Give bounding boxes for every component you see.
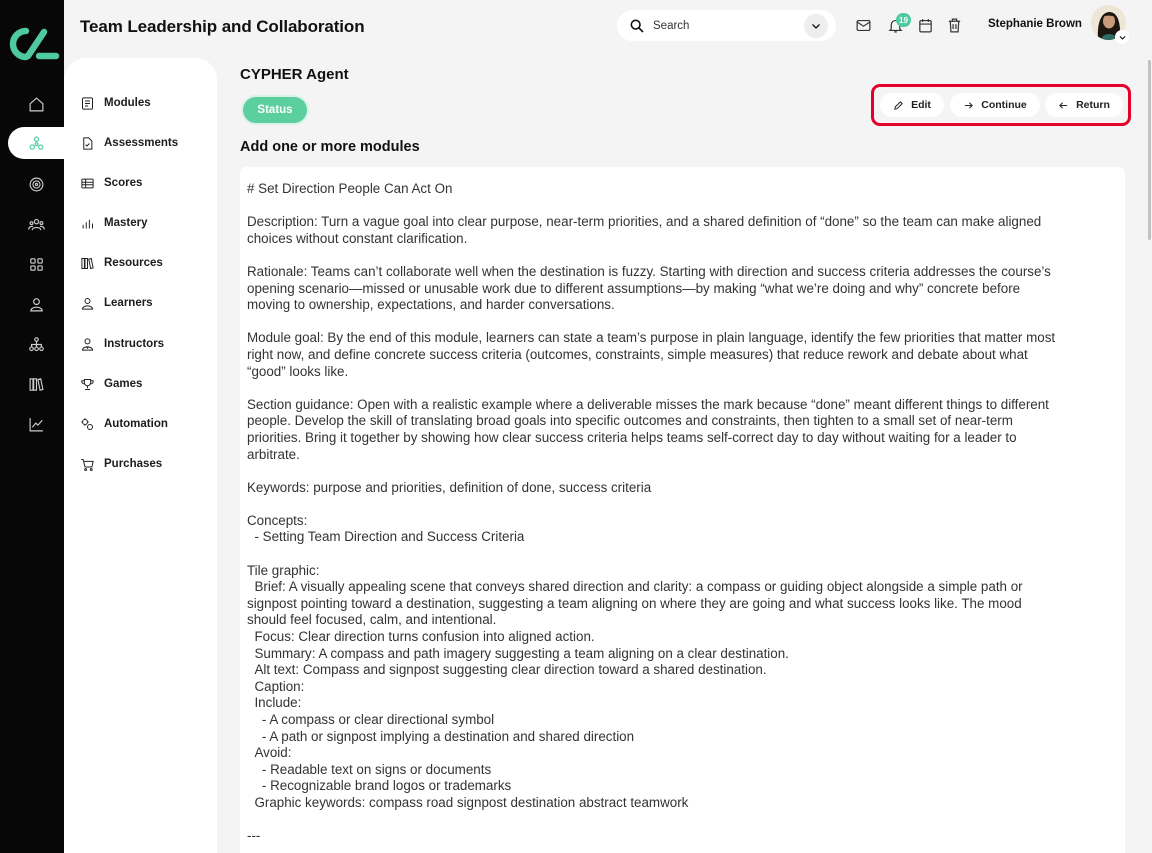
doc-line: choices without constant clarification. [247, 230, 468, 246]
rail-network-icon[interactable] [8, 127, 64, 159]
rail-target-icon[interactable] [8, 168, 64, 200]
doc-line [247, 247, 1117, 264]
doc-line [247, 380, 1117, 397]
automation-icon [80, 417, 95, 432]
instructors-icon [80, 337, 95, 352]
rail-chart-line-icon[interactable] [8, 408, 64, 440]
doc-line [247, 496, 1117, 513]
rail-home-icon[interactable] [8, 88, 64, 120]
user-name[interactable]: Stephanie Brown [988, 18, 1082, 30]
sidebar-item-resources[interactable] [80, 251, 163, 275]
doc-line [247, 198, 1117, 215]
status-button[interactable]: Status [243, 97, 307, 123]
sidebar-item-automation[interactable] [80, 412, 168, 436]
doc-line: Graphic keywords: compass road signpost destination abstract teamwork [247, 794, 689, 810]
section-title: Add one or more modules [240, 139, 420, 155]
arrow-left-icon [1058, 100, 1069, 111]
resources-icon [80, 256, 95, 271]
doc-line [247, 314, 1117, 331]
doc-line: moving to ownership, expectations, and harder conversations. [247, 297, 615, 313]
sidebar-item-games[interactable] [80, 372, 142, 396]
edit-button[interactable] [880, 93, 944, 117]
calendar-icon[interactable] [917, 17, 934, 34]
rail-user-icon[interactable] [8, 288, 64, 320]
page-title: Team Leadership and Collaboration [80, 17, 365, 36]
doc-line: --- [247, 828, 261, 844]
icon-rail [0, 0, 64, 853]
doc-line: Avoid: [247, 745, 292, 761]
rail-users-icon[interactable] [8, 208, 64, 240]
continue-label: Continue [981, 99, 1027, 111]
sidebar-item-label: Automation [104, 418, 168, 430]
doc-line: # Set Direction People Can Act On [247, 181, 453, 196]
sidebar-item-purchases[interactable] [80, 452, 162, 476]
app-logo-icon[interactable] [6, 22, 60, 66]
sidebar-item-mastery[interactable] [80, 211, 147, 235]
doc-line: Rationale: Teams can’t collaborate well when the destination is fuzzy. Starting with direction and success criteria addresses the course’s [247, 263, 1051, 279]
doc-line [247, 546, 1117, 563]
doc-line: arbitrate. [247, 446, 300, 462]
rail-org-chart-icon[interactable] [8, 328, 64, 360]
doc-line: signpost pointing toward a destination, suggesting a team aligning on where they are going and what success looks like. The mood [247, 595, 1022, 611]
sidebar-item-label: Scores [104, 177, 143, 189]
doc-line: Section guidance: Open with a realistic example where a deliverable misses the mark because “done” meant different things to different [247, 396, 1049, 412]
return-label: Return [1076, 99, 1110, 111]
doc-line: Module goal: By the end of this module, learners can state a team’s purpose in plain language, identify the few priorities that matter most [247, 330, 1056, 346]
agent-title: CYPHER Agent [240, 66, 349, 83]
doc-line: Focus: Clear direction turns confusion into aligned action. [247, 629, 595, 645]
sidebar-item-instructors[interactable] [80, 332, 164, 356]
doc-line: Tile graphic: [247, 562, 320, 578]
sidebar-item-label: Mastery [104, 217, 148, 229]
doc-line: priorities. Bring it together by showing how clear success criteria helps teams self-correct day to day without waiting for a leader to [247, 429, 1017, 445]
chevron-down-icon [1118, 33, 1127, 42]
search-bar[interactable] [617, 10, 836, 41]
sidebar-item-label: Modules [104, 97, 151, 109]
rail-grid-icon[interactable] [8, 248, 64, 280]
doc-line: - Recognizable brand logos or trademarks [247, 778, 512, 794]
doc-line: should feel focused, calm, and intentional. [247, 612, 497, 628]
sidebar [64, 58, 217, 853]
modules-icon [80, 96, 95, 111]
edit-label: Edit [911, 99, 931, 111]
games-icon [80, 377, 95, 392]
doc-line [247, 812, 1117, 829]
rail-library-icon[interactable] [8, 368, 64, 400]
module-document-textarea[interactable] [240, 167, 1125, 853]
sidebar-item-label: Learners [104, 297, 153, 309]
arrow-right-icon [963, 100, 974, 111]
doc-line: opening scenario—missed or unusable work due to different assumptions—by making “what we’re doing and why” concrete before [247, 280, 1021, 296]
doc-line: Summary: A compass and path imagery suggesting a team aligning on a clear destination. [247, 645, 789, 661]
sidebar-item-label: Assessments [104, 137, 179, 149]
sidebar-item-label: Instructors [104, 338, 165, 350]
search-dropdown-button[interactable] [804, 14, 828, 38]
mail-icon[interactable] [855, 17, 872, 34]
purchases-icon [80, 457, 95, 472]
assessments-icon [80, 136, 95, 151]
doc-line: “good” looks like. [247, 363, 349, 379]
trash-icon[interactable] [946, 17, 963, 34]
sidebar-item-assessments[interactable] [80, 131, 178, 155]
pencil-icon [893, 100, 904, 111]
doc-line: - A compass or clear directional symbol [247, 712, 495, 727]
scrollbar-thumb[interactable] [1148, 60, 1151, 240]
sidebar-item-modules[interactable] [80, 91, 151, 115]
doc-line: Brief: A visually appealing scene that conveys shared direction and clarity: a compass or guiding object alongside a simple path or [247, 579, 1023, 595]
chevron-down-icon [810, 20, 822, 32]
continue-button[interactable] [950, 93, 1040, 117]
doc-line: people. Develop the skill of translating broad goals into specific outcomes and constraints, then tighten to a small set of near-term [247, 413, 1013, 429]
user-menu-caret[interactable] [1115, 30, 1129, 44]
sidebar-item-label: Resources [104, 257, 163, 269]
doc-line: - A path or signpost implying a destination and shared direction [247, 728, 635, 744]
doc-line: Caption: [247, 678, 305, 694]
sidebar-item-learners[interactable] [80, 291, 153, 315]
doc-line: Include: [247, 695, 302, 711]
doc-line: Description: Turn a vague goal into clear purpose, near-term priorities, and a shared definition of “done” so the team can make aligned [247, 214, 1042, 230]
learners-icon [80, 296, 95, 311]
notification-badge: 19 [896, 13, 911, 27]
doc-line: right now, and define concrete success criteria (outcomes, constraints, simple measures) that reduce rework and debate about what [247, 346, 1028, 362]
sidebar-item-label: Purchases [104, 458, 163, 470]
doc-line: Alt text: Compass and signpost suggesting clear direction toward a shared destination. [247, 662, 767, 678]
sidebar-item-label: Games [104, 378, 143, 390]
mastery-icon [80, 216, 95, 231]
doc-line: - Readable text on signs or documents [247, 761, 492, 777]
sidebar-item-scores[interactable] [80, 171, 142, 195]
doc-line: - Setting Team Direction and Success Criteria [247, 529, 525, 545]
search-icon [629, 18, 645, 34]
scores-icon [80, 176, 95, 191]
doc-line [247, 463, 1117, 480]
search-input[interactable] [653, 20, 804, 32]
doc-line: Concepts: [247, 512, 308, 528]
return-button[interactable] [1045, 93, 1123, 117]
doc-line: Keywords: purpose and priorities, definition of done, success criteria [247, 479, 652, 495]
